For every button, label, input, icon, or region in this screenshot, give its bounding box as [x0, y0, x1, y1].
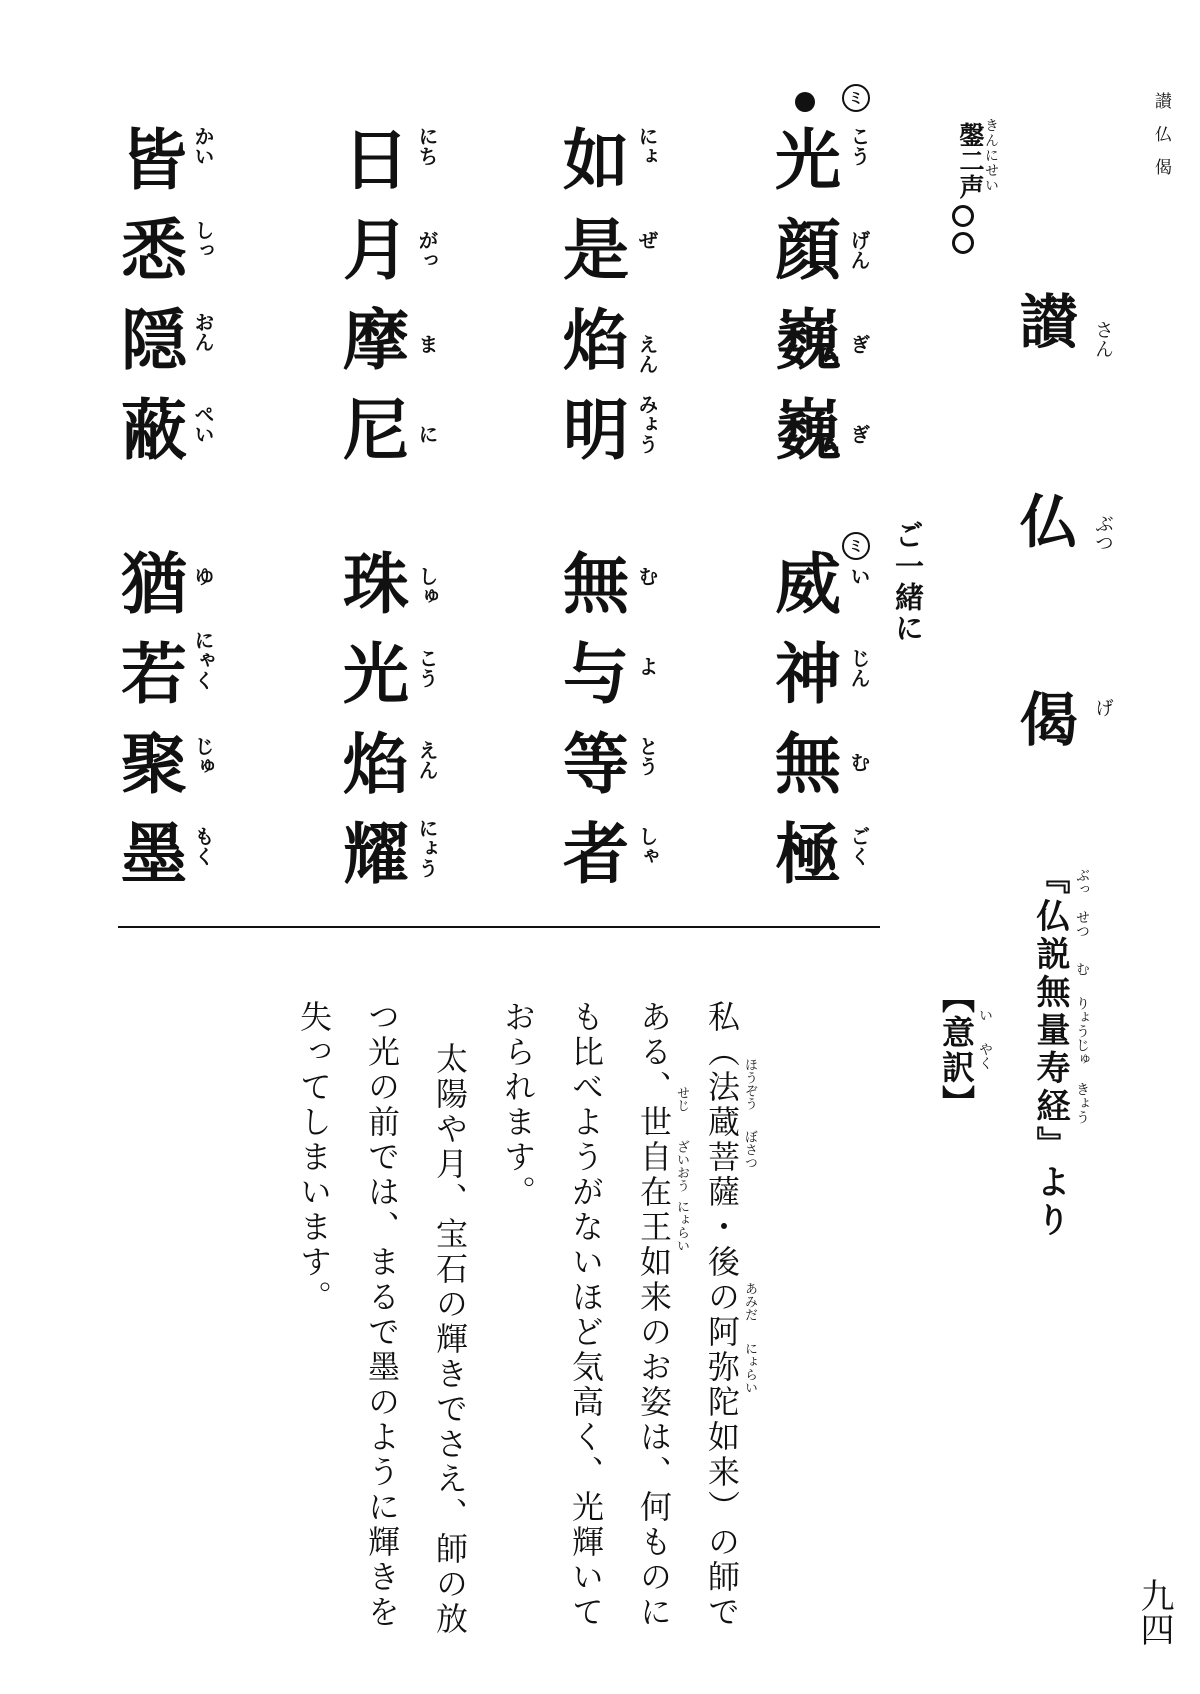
verse-char: 隠	[121, 301, 187, 379]
translation-line: 私（法蔵菩薩・後の阿弥陀如来）の師で	[703, 1000, 741, 1630]
translation-ruby: あみだ	[742, 1282, 757, 1321]
verse-ruby: えん	[635, 334, 659, 374]
verse-ruby: とう	[635, 736, 659, 776]
verse-ruby: ま	[415, 334, 439, 354]
verse-char: 日	[343, 121, 409, 199]
verse-char: 神	[775, 635, 841, 713]
verse-ruby: こう	[415, 648, 439, 688]
verse-ruby: もく	[191, 826, 215, 866]
verse-ruby: げん	[847, 230, 871, 270]
together-instruction: ご一緒に	[891, 520, 925, 644]
translation-ruby: ざいおう	[674, 1140, 689, 1192]
bell-strike-circle	[952, 205, 974, 227]
verse-char: 巍	[775, 391, 841, 469]
verse-ruby: しっ	[191, 220, 215, 260]
verse-char: 光	[775, 121, 841, 199]
verse-char: 顔	[775, 211, 841, 289]
title-char-ge: 偈	[1020, 686, 1079, 754]
verse-char: 若	[121, 635, 187, 713]
verse-char: 是	[563, 211, 629, 289]
verse-ruby: ぎ	[847, 334, 871, 354]
source-citation: 『仏説無量寿経』より	[1030, 860, 1070, 1240]
verse-char: 蔽	[121, 391, 187, 469]
verse-ruby: がっ	[415, 230, 439, 270]
source-ruby-2: せつ	[1074, 910, 1090, 938]
verse-ruby: にゃく	[191, 630, 215, 690]
verse-ruby: にち	[415, 126, 439, 166]
verse-char: 皆	[121, 121, 187, 199]
title-ruby-butsu: ぶつ	[1092, 514, 1114, 552]
verse-char: 悉	[121, 211, 187, 289]
translation-ruby: せじ	[674, 1086, 689, 1112]
verse-char: 聚	[121, 725, 187, 803]
verse-ruby: ゆ	[191, 566, 215, 586]
verse-char: 極	[775, 815, 841, 893]
verse-ruby: にょう	[415, 818, 439, 878]
translation-ruby: にょらい	[742, 1342, 757, 1394]
verse-ruby: ごく	[847, 826, 871, 866]
verse-char: 墨	[121, 815, 187, 893]
bell-strike-circle	[952, 232, 974, 254]
verse-ruby: ぎ	[847, 424, 871, 444]
translation-line: つ光の前では、まるで墨のように輝きを	[363, 1000, 401, 1630]
title-ruby-san: さん	[1092, 320, 1114, 358]
verse-ruby: じん	[847, 648, 871, 688]
verse-char: 摩	[343, 301, 409, 379]
page-number: 九四	[1134, 1578, 1174, 1646]
section-divider	[118, 926, 880, 928]
verse-char: 威	[775, 545, 841, 623]
source-ruby-5: きょう	[1074, 1082, 1090, 1124]
running-head: 讃仏偈	[1151, 92, 1171, 191]
verse-char: 光	[343, 635, 409, 713]
verse-char: 耀	[343, 815, 409, 893]
verse-ruby: えん	[415, 740, 439, 780]
source-ruby-3: む	[1074, 962, 1090, 976]
verse-ruby: む	[847, 752, 871, 772]
verse-char: 猶	[121, 545, 187, 623]
verse-char: 尼	[343, 391, 409, 469]
verse-ruby: おん	[191, 312, 215, 352]
translation-heading: 【意訳】	[937, 980, 976, 1120]
translation-ruby: にょらい	[674, 1200, 689, 1252]
verse-ruby: にょ	[635, 126, 659, 166]
verse-char: 珠	[343, 545, 409, 623]
verse-char: 如	[563, 121, 629, 199]
verse-char: 月	[343, 211, 409, 289]
translation-ruby: ほうぞう	[742, 1058, 757, 1110]
translation-ruby: ぼさつ	[742, 1130, 757, 1169]
verse-char: 焰	[563, 301, 629, 379]
verse-ruby: かい	[191, 126, 215, 166]
heading-ruby: やく	[977, 1042, 993, 1070]
verse-char: 巍	[775, 301, 841, 379]
verse-ruby: に	[415, 424, 439, 444]
bell-instruction: 鏧二声	[956, 122, 985, 200]
verse-char: 等	[563, 725, 629, 803]
verse-char: 明	[563, 391, 629, 469]
verse-ruby: ぜ	[635, 230, 659, 250]
verse-char: 者	[563, 815, 629, 893]
verse-ruby: ぺい	[191, 404, 215, 444]
mi-marker: ミ	[842, 84, 870, 112]
verse-ruby: みょう	[635, 394, 659, 454]
source-ruby-4: りょうじゅ	[1074, 996, 1090, 1066]
verse-ruby: じゅ	[191, 736, 215, 776]
heading-ruby: い	[977, 1008, 993, 1022]
verse-ruby: こう	[847, 126, 871, 166]
verse-ruby: しゃ	[635, 826, 659, 866]
source-ruby-1: ぶっ	[1074, 868, 1090, 896]
title-char-butsu: 仏	[1020, 488, 1079, 556]
start-bullet	[795, 92, 815, 112]
title-ruby-ge: げ	[1092, 698, 1114, 717]
verse-char: 無	[775, 725, 841, 803]
translation-line: 失ってしまいます。	[295, 1000, 333, 1315]
translation-line: も比べようがないほど気高く、光輝いて	[567, 1000, 605, 1630]
verse-char: 無	[563, 545, 629, 623]
mi-marker: ミ	[842, 532, 870, 560]
bell-ruby: きんにせい	[983, 118, 999, 193]
translation-line: おられます。	[499, 1000, 537, 1210]
verse-char: 与	[563, 635, 629, 713]
verse-ruby: い	[847, 566, 871, 586]
verse-ruby: む	[635, 566, 659, 586]
verse-ruby: よ	[635, 656, 659, 676]
translation-line: 太陽や月、宝石の輝きでさえ、師の放	[431, 1042, 469, 1637]
verse-ruby: しゅ	[415, 566, 439, 606]
title-char-san: 讃	[1020, 288, 1079, 356]
translation-line: ある、世自在王如来のお姿は、何ものに	[635, 1000, 673, 1630]
verse-char: 焰	[343, 725, 409, 803]
